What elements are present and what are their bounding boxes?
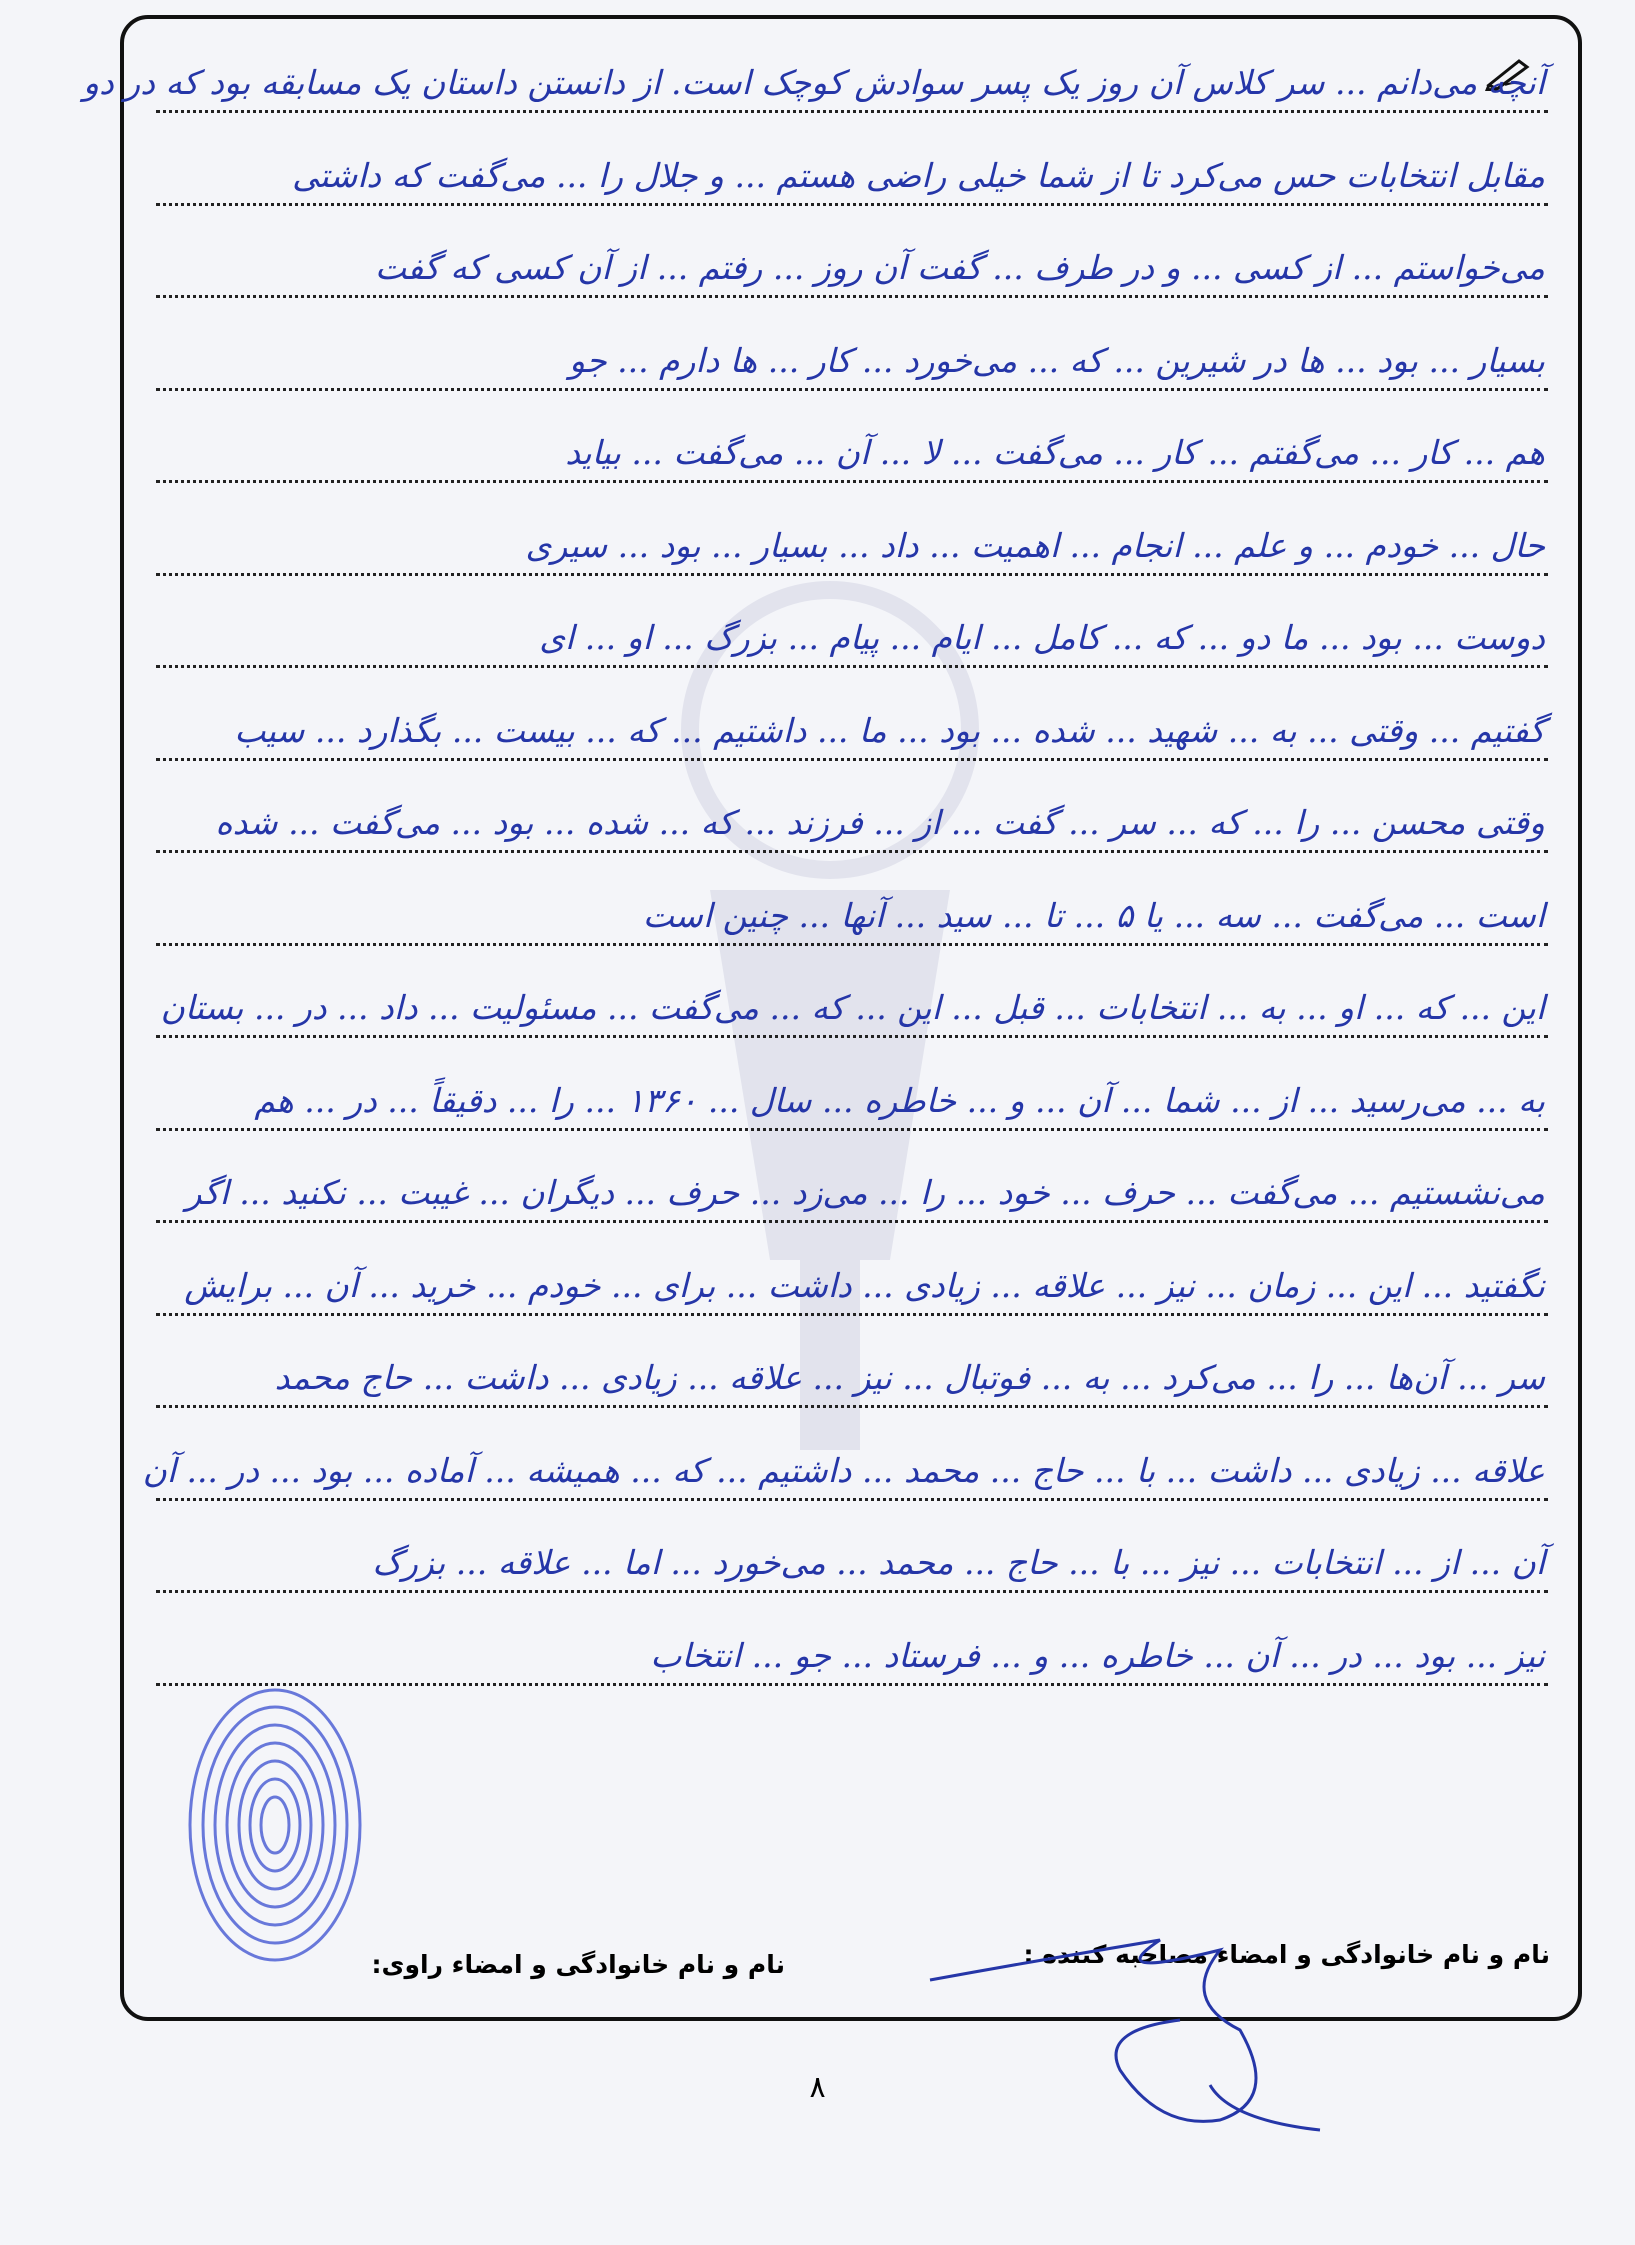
narrator-signature-label: نام و نام خانوادگی و امضاء راوی: <box>371 1950 785 1979</box>
handwritten-line: نگفتید ... این ... زمان ... نیز ... علاقه ... زیادی ... داشت ... برای ... خودم ... خرید ... آن ... برایش <box>184 1265 1545 1305</box>
handwritten-line: مقابل انتخابات حس می‌کرد تا از شما خیلی راضی هستم ... و جلال را ... می‌گفت که داشتی <box>292 155 1545 195</box>
handwritten-line: هم ... کار ... می‌گفتم ... کار ... می‌گفت ... لا ... آن ... می‌گفت ... بیاید <box>565 433 1545 472</box>
handwritten-line: می‌خواستم ... از کسی ... و در طرف ... گفت آن روز ... رفتم ... از آن کسی که گفت <box>374 248 1545 287</box>
handwritten-line: حال ... خودم ... و علم ... انجام ... اهمیت ... داد ... بسیار ... بود ... سیری <box>525 525 1545 565</box>
handwritten-line: می‌نشستیم ... می‌گفت ... حرف ... خود ... را ... می‌زد ... حرف ... دیگران ... غیبت ... نکنید ... اگر <box>185 1173 1545 1212</box>
interviewer-signature-label: نام و نام خانوادگی و امضاء مصاحبه کننده : <box>1023 1940 1550 1969</box>
handwritten-line: آنچه می‌دانم ... سر کلاس آن روز یک پسر سوادش کوچک است. از دانستن داستان یک مسابقه بود که در دو <box>83 63 1545 102</box>
handwritten-line: علاقه ... زیادی ... داشت ... با ... حاج ... محمد ... داشتیم ... که ... همیشه ... آماده ... بود ... در ... آن <box>142 1450 1545 1490</box>
handwritten-line: سر ... آن‌ها ... را ... می‌کرد ... به ... فوتبال ... نیز ... علاقه ... زیادی ... داشت ... حاج محمد <box>274 1358 1545 1397</box>
handwritten-line: به ... می‌رسید ... از ... شما ... آن ... و ... خاطره ... سال ... ۱۳۶۰ ... را ... دقیقاً ... در ... هم <box>254 1080 1545 1120</box>
handwritten-line: نیز ... بود ... در ... آن ... خاطره ... و ... فرستاد ... جو ... انتخاب <box>650 1635 1545 1675</box>
handwritten-line: آن ... از ... انتخابات ... نیز ... با ... حاج ... محمد ... می‌خورد ... اما ... علاقه ... بزرگ <box>372 1543 1545 1582</box>
handwritten-line: گفتیم ... وقتی ... به ... شهید ... شده ... بود ... ما ... داشتیم ... که ... بیست ... بگذارد ... سیب <box>234 710 1545 750</box>
handwritten-line: دوست ... بود ... ما دو ... که ... کامل ... ایام ... پیام ... بزرگ ... او ... ای <box>539 618 1545 657</box>
handwritten-line: بسیار ... بود ... ها در شیرین ... که ... می‌خورد ... کار ... ها دارم ... جو <box>569 340 1545 380</box>
fingerprint-image <box>180 1665 370 1965</box>
handwritten-line: این ... که ... او ... به ... انتخابات ... قبل ... این ... که ... می‌گفت ... مسئولیت ... داد ... در ... بستان <box>160 988 1545 1027</box>
page-number: ۸ <box>809 2070 826 2105</box>
handwritten-line: است ... می‌گفت ... سه ... یا ۵ ... تا ... سید ... آنها ... چنین است <box>642 895 1545 935</box>
handwritten-signature <box>920 1920 1340 2140</box>
handwritten-line: وقتی محسن ... را ... که ... سر ... گفت ... از ... فرزند ... که ... شده ... بود ... می‌گفت ... شده <box>215 803 1545 842</box>
